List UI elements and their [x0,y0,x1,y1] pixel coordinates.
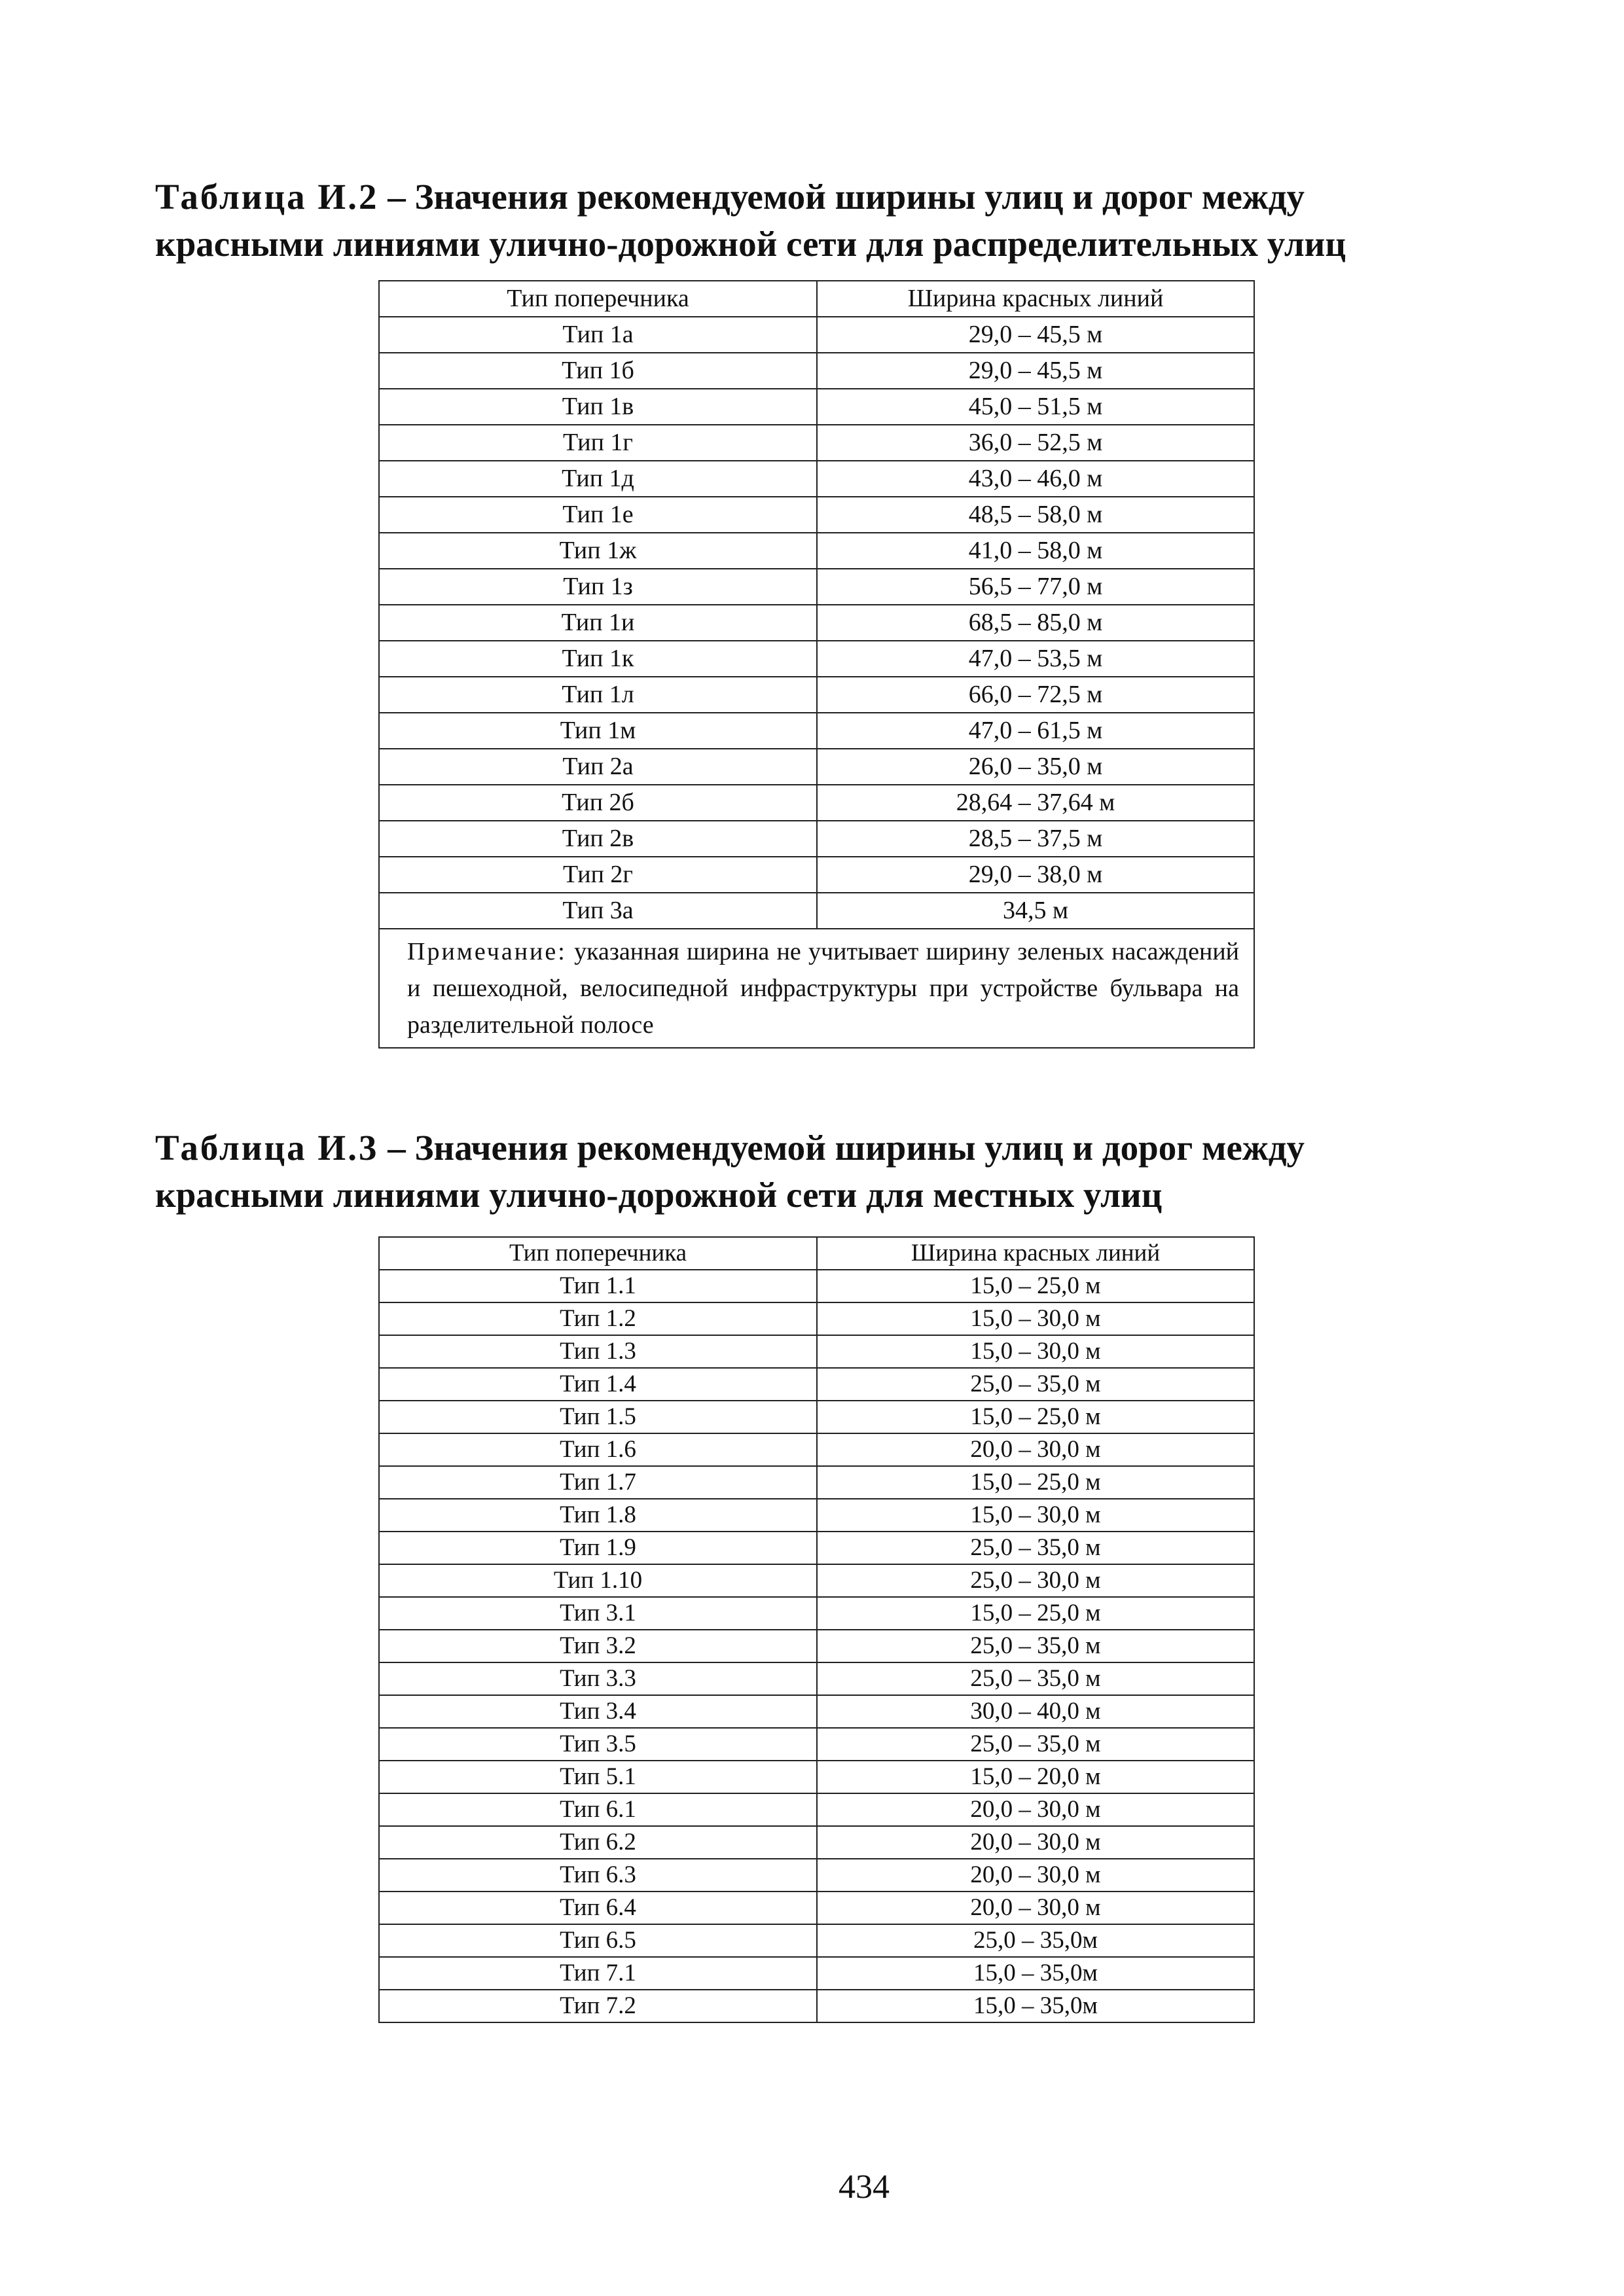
table-header-row [379,1237,1254,1270]
table-row [379,353,1254,389]
table-row [379,1335,1254,1368]
table-row [379,1532,1254,1564]
width-cell: 34,5 м [817,893,1254,929]
type-cell: Тип 1.4 [379,1368,817,1401]
table-row [379,785,1254,821]
table-3-caption-text: – Значения рекомендуемой ширины улиц и дорог между [378,1128,1305,1168]
type-cell: Тип 1з [379,569,817,605]
type-cell: Тип 3.3 [379,1662,817,1695]
width-cell: 25,0 – 35,0м [817,1924,1254,1957]
type-cell: Тип 1.7 [379,1466,817,1499]
table-row [379,1892,1254,1924]
type-cell: Тип 3.5 [379,1728,817,1761]
width-cell: 15,0 – 25,0 м [817,1466,1254,1499]
table-row [379,1728,1254,1761]
type-cell: Тип 1.8 [379,1499,817,1532]
table-2-caption-line-1 [155,173,1399,221]
table-row [379,1270,1254,1302]
table-3-caption-label: Таблица И.3 [155,1128,379,1168]
width-cell: 20,0 – 30,0 м [817,1433,1254,1466]
table-row [379,1990,1254,2022]
table-row [379,1368,1254,1401]
type-cell: Тип 1.2 [379,1302,817,1335]
width-cell: 26,0 – 35,0 м [817,749,1254,785]
type-cell: Тип 1е [379,497,817,533]
width-cell: 25,0 – 35,0 м [817,1662,1254,1695]
table-row [379,1401,1254,1433]
table-row [379,1859,1254,1892]
table-row [379,1662,1254,1695]
table-row [379,1957,1254,1990]
table-row [379,677,1254,713]
column-header-type: Тип поперечника [379,1237,817,1270]
type-cell: Тип 1г [379,425,817,461]
type-cell: Тип 2в [379,821,817,857]
width-cell: 66,0 – 72,5 м [817,677,1254,713]
type-cell: Тип 1и [379,605,817,641]
width-cell: 36,0 – 52,5 м [817,425,1254,461]
table-row [379,893,1254,929]
type-cell: Тип 5.1 [379,1761,817,1793]
type-cell: Тип 1к [379,641,817,677]
table-note [379,929,1254,1048]
width-cell: 47,0 – 53,5 м [817,641,1254,677]
table-row [379,1564,1254,1597]
width-cell: 28,64 – 37,64 м [817,785,1254,821]
table-row [379,425,1254,461]
table-2-caption-text: – Значения рекомендуемой ширины улиц и дорог между [378,177,1305,217]
width-cell: 15,0 – 30,0 м [817,1302,1254,1335]
type-cell: Тип 1.1 [379,1270,817,1302]
width-cell: 15,0 – 30,0 м [817,1335,1254,1368]
type-cell: Тип 3а [379,893,817,929]
width-cell: 20,0 – 30,0 м [817,1892,1254,1924]
table-2-caption-line-2: красными линиями улично-дорожной сети для распределительных улиц [155,224,1346,264]
width-cell: 68,5 – 85,0 м [817,605,1254,641]
width-cell: 25,0 – 35,0 м [817,1728,1254,1761]
type-cell: Тип 3.4 [379,1695,817,1728]
width-cell: 45,0 – 51,5 м [817,389,1254,425]
width-cell: 30,0 – 40,0 м [817,1695,1254,1728]
width-cell: 15,0 – 25,0 м [817,1270,1254,1302]
table-2-caption-label: Таблица И.2 [155,177,379,217]
type-cell: Тип 7.2 [379,1990,817,2022]
table-3-body [379,1270,1254,2022]
type-cell: Тип 1.10 [379,1564,817,1597]
table-row [379,749,1254,785]
width-cell: 20,0 – 30,0 м [817,1826,1254,1859]
type-cell: Тип 3.1 [379,1597,817,1630]
table-row [379,461,1254,497]
table-row [379,1466,1254,1499]
note-text: указанная ширина не учитывает ширину зеленых насаждений и пешеходной, велосипедной инфраструктуры при устройстве бульвара на разделительной полосе [407,938,1239,1039]
width-cell: 25,0 – 35,0 м [817,1532,1254,1564]
width-cell: 25,0 – 35,0 м [817,1368,1254,1401]
type-cell: Тип 1м [379,713,817,749]
table-row [379,641,1254,677]
type-cell: Тип 1а [379,317,817,353]
type-cell: Тип 2а [379,749,817,785]
type-cell: Тип 1л [379,677,817,713]
type-cell: Тип 1ж [379,533,817,569]
type-cell: Тип 1.9 [379,1532,817,1564]
width-cell: 20,0 – 30,0 м [817,1859,1254,1892]
table-row [379,1302,1254,1335]
table-row [379,1793,1254,1826]
table-3-caption [155,1124,1399,1219]
width-cell: 41,0 – 58,0 м [817,533,1254,569]
column-header-width: Ширина красных линий [817,281,1254,317]
width-cell: 47,0 – 61,5 м [817,713,1254,749]
table-row [379,1433,1254,1466]
table-row [379,605,1254,641]
table-row [379,713,1254,749]
table-3-caption-line-1 [155,1124,1399,1172]
width-cell: 15,0 – 20,0 м [817,1761,1254,1793]
width-cell: 15,0 – 25,0 м [817,1401,1254,1433]
table-2 [378,280,1255,1049]
table-header-row [379,281,1254,317]
width-cell: 48,5 – 58,0 м [817,497,1254,533]
width-cell: 43,0 – 46,0 м [817,461,1254,497]
type-cell: Тип 1б [379,353,817,389]
type-cell: Тип 6.4 [379,1892,817,1924]
width-cell: 20,0 – 30,0 м [817,1793,1254,1826]
table-row [379,533,1254,569]
table-row [379,317,1254,353]
table-2-caption [155,173,1399,268]
table-row [379,1761,1254,1793]
type-cell: Тип 6.1 [379,1793,817,1826]
type-cell: Тип 1в [379,389,817,425]
type-cell: Тип 3.2 [379,1630,817,1662]
width-cell: 56,5 – 77,0 м [817,569,1254,605]
table-row [379,1826,1254,1859]
width-cell: 25,0 – 30,0 м [817,1564,1254,1597]
table-note-row [379,929,1254,1048]
table-3 [378,1236,1255,2023]
width-cell: 15,0 – 25,0 м [817,1597,1254,1630]
table-row [379,389,1254,425]
type-cell: Тип 2б [379,785,817,821]
column-header-type: Тип поперечника [379,281,817,317]
type-cell: Тип 6.3 [379,1859,817,1892]
note-label: Примечание: [407,938,567,965]
type-cell: Тип 6.5 [379,1924,817,1957]
type-cell: Тип 1.5 [379,1401,817,1433]
table-row [379,857,1254,893]
width-cell: 29,0 – 45,5 м [817,353,1254,389]
page-number: 434 [839,2168,890,2206]
width-cell: 25,0 – 35,0 м [817,1630,1254,1662]
table-row [379,497,1254,533]
width-cell: 15,0 – 30,0 м [817,1499,1254,1532]
width-cell: 29,0 – 45,5 м [817,317,1254,353]
table-row [379,821,1254,857]
table-row [379,1597,1254,1630]
table-3-caption-line-2: красными линиями улично-дорожной сети для местных улиц [155,1175,1163,1215]
width-cell: 15,0 – 35,0м [817,1957,1254,1990]
type-cell: Тип 7.1 [379,1957,817,1990]
table-row [379,1924,1254,1957]
type-cell: Тип 1д [379,461,817,497]
column-header-width: Ширина красных линий [817,1237,1254,1270]
type-cell: Тип 1.3 [379,1335,817,1368]
table-row [379,1499,1254,1532]
type-cell: Тип 2г [379,857,817,893]
table-2-body [379,317,1254,929]
type-cell: Тип 1.6 [379,1433,817,1466]
table-row [379,1630,1254,1662]
width-cell: 15,0 – 35,0м [817,1990,1254,2022]
type-cell: Тип 6.2 [379,1826,817,1859]
table-row [379,569,1254,605]
table-row [379,1695,1254,1728]
width-cell: 29,0 – 38,0 м [817,857,1254,893]
width-cell: 28,5 – 37,5 м [817,821,1254,857]
